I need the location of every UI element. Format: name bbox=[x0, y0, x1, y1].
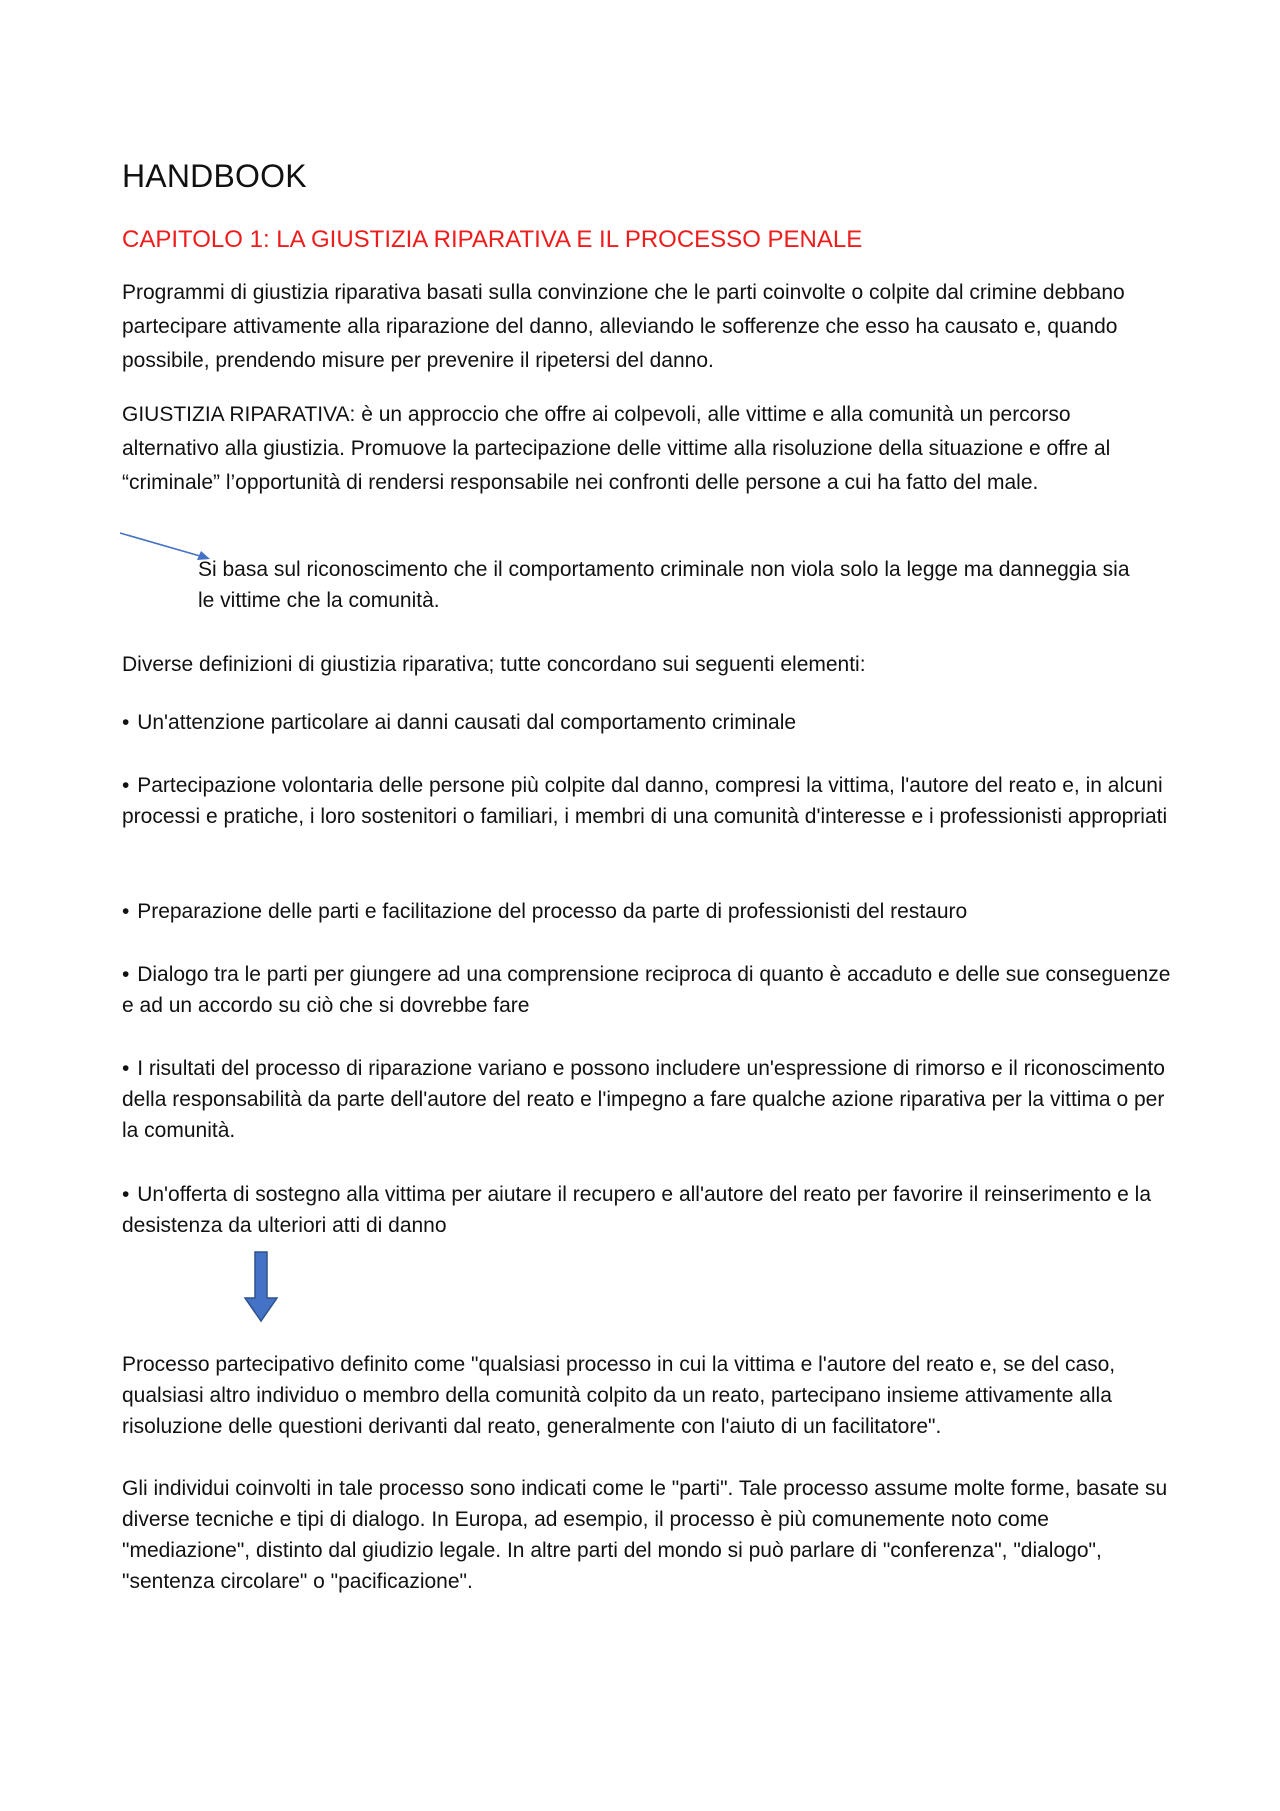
process-paragraph-2: Gli individui coinvolti in tale processo sono indicati come le "parti". Tale processo assume molte forme, basate su diverse tecniche e tipi di dialogo. In Europa, ad esempio, il processo è più comunemente noto come "mediazione", distinto dal giudizio legale. In altre parti del mondo si può parlare di "conferenza", "dialogo", "sentenza circolare" o "pacificazione". bbox=[122, 1477, 1168, 1593]
document-title: HANDBOOK bbox=[122, 158, 307, 194]
process-paragraph-1: Processo partecipativo definito come "qualsiasi processo in cui la vittima e l'autore del reato e, se del caso, qualsiasi altro individuo o membro della comunità colpito da un reato, partecipano insieme attivamente alla risoluzione delle questioni derivanti dal reato, generalmente con l'aiuto di un facilitatore". bbox=[122, 1353, 1116, 1438]
bullet-icon: • bbox=[122, 963, 130, 986]
chapter-heading: CAPITOLO 1: LA GIUSTIZIA RIPARATIVA E IL PROCESSO PENALE bbox=[122, 226, 863, 253]
arrow-down-icon bbox=[244, 1251, 278, 1323]
bullet-icon: • bbox=[122, 1057, 130, 1080]
bullet-icon: • bbox=[122, 900, 130, 923]
note-paragraph: Si basa sul riconoscimento che il comportamento criminale non viola solo la legge ma danneggia sia le vittime che la comunità. bbox=[198, 558, 1130, 612]
list-item bbox=[122, 1179, 1172, 1241]
bullet-text: Dialogo tra le parti per giungere ad una comprensione reciproca di quanto è accaduto e delle sue conseguenze e ad un accordo su ciò che si dovrebbe fare bbox=[122, 963, 1171, 1017]
list-item bbox=[122, 707, 1172, 738]
bullet-icon: • bbox=[122, 711, 130, 734]
elements-intro: Diverse definizioni di giustizia riparativa; tutte concordano sui seguenti elementi: bbox=[122, 653, 866, 676]
bullet-text: Preparazione delle parti e facilitazione del processo da parte di professionisti del restauro bbox=[137, 900, 968, 923]
list-item bbox=[122, 1053, 1172, 1146]
bullet-icon: • bbox=[122, 774, 130, 797]
list-item bbox=[122, 770, 1172, 832]
list-item bbox=[122, 959, 1172, 1021]
list-item bbox=[122, 896, 1172, 927]
bullet-text: Un'attenzione particolare ai danni causati dal comportamento criminale bbox=[137, 711, 797, 734]
bullet-text: I risultati del processo di riparazione variano e possono includere un'espressione di rimorso e il riconoscimento della responsabilità da parte dell'autore del reato e l'impegno a fare qualche azione riparativa per la vittima o per la comunità. bbox=[122, 1057, 1165, 1142]
bullet-text: Un'offerta di sostegno alla vittima per aiutare il recupero e all'autore del reato per favorire il reinserimento e la desistenza da ulteriori atti di danno bbox=[122, 1183, 1152, 1237]
definition-paragraph: GIUSTIZIA RIPARATIVA: è un approccio che offre ai colpevoli, alle vittime e alla comunità un percorso alternativo alla giustizia. Promuove la partecipazione delle vittime alla risoluzione della situazione e offre al “criminale” l’opportunità di rendersi responsabile nei confronti delle persone a cui ha fatto del male. bbox=[122, 403, 1111, 494]
intro-paragraph: Programmi di giustizia riparativa basati sulla convinzione che le parti coinvolte o colpite dal crimine debbano partecipare attivamente alla riparazione del danno, alleviando le sofferenze che esso ha causato e, quando possibile, prendendo misure per prevenire il ripetersi del danno. bbox=[122, 281, 1125, 372]
bullet-icon: • bbox=[122, 1183, 130, 1206]
bullet-text: Partecipazione volontaria delle persone più colpite dal danno, compresi la vittima, l'autore del reato e, in alcuni processi e pratiche, i loro sostenitori o familiari, i membri di una comunità d'interesse e i professionisti appropriati bbox=[122, 774, 1168, 828]
